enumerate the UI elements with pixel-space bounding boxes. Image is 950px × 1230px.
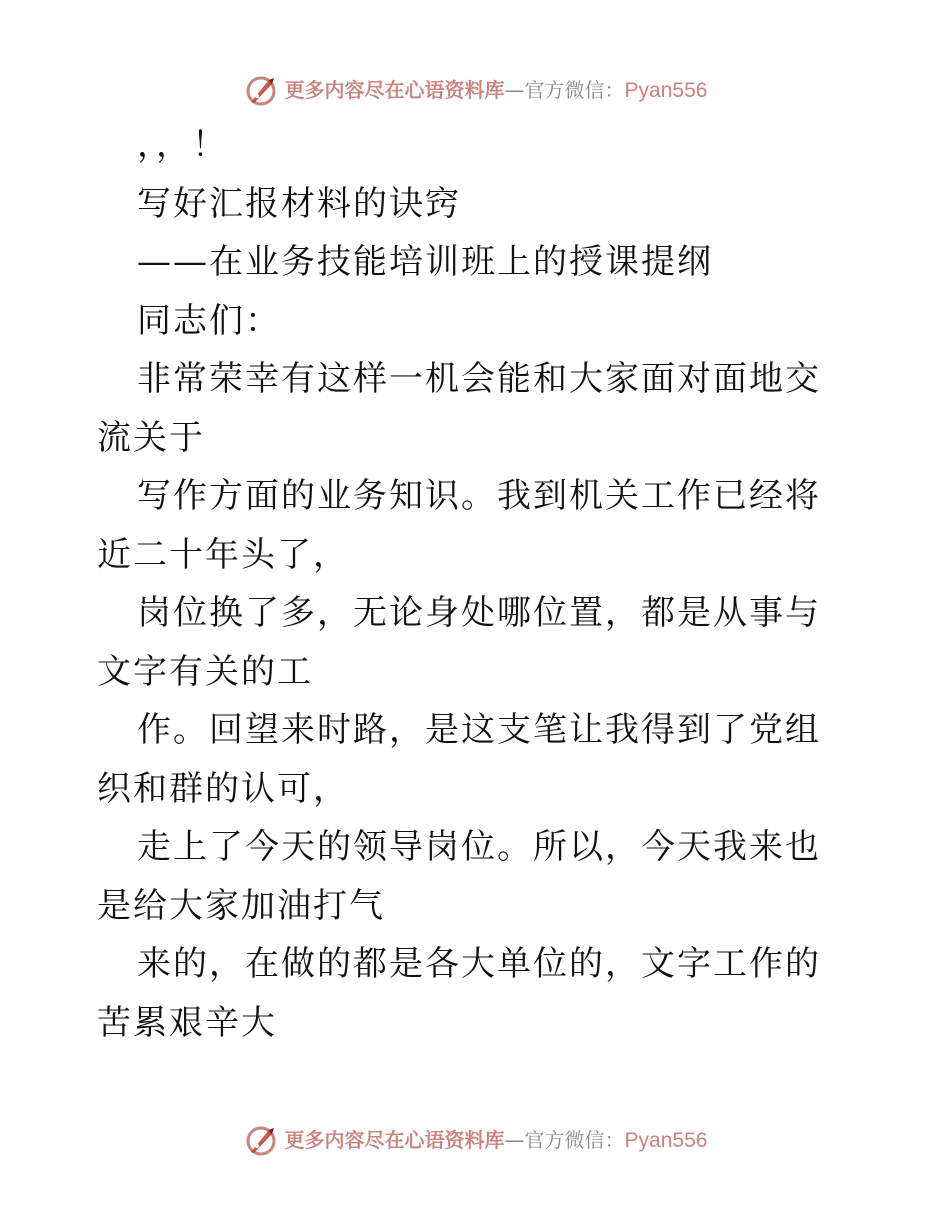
- quill-pen-logo-icon: [243, 72, 279, 108]
- body-paragraph: 岗位换了多，无论身处哪位置，都是从事与文字有关的工: [97, 593, 821, 692]
- document-subtitle: ——在业务技能培训班上的授课提纲: [137, 242, 713, 282]
- watermark-site: 更多内容尽在心语资料库: [284, 78, 505, 102]
- watermark-separator: —: [504, 78, 525, 102]
- document-title: 写好汇报材料的诀窍: [137, 183, 461, 224]
- watermark-text: [285, 1130, 708, 1151]
- body-paragraph: 写作方面的业务知识。我到机关工作已经将近二十年头了，: [97, 476, 821, 575]
- watermark-text: [285, 80, 708, 101]
- document-body: [97, 116, 853, 1052]
- quill-pen-logo-icon: [243, 1122, 279, 1158]
- opening-punctuation: ，，！: [137, 125, 228, 165]
- watermark-separator: —: [504, 1128, 525, 1152]
- watermark-wechat-id: Pyan556: [624, 78, 708, 102]
- watermark-wechat-label: 官方微信：: [524, 1128, 625, 1152]
- salutation: 同志们：: [137, 300, 281, 341]
- body-paragraph: 非常荣幸有这样一机会能和大家面对面地交流关于: [97, 359, 821, 458]
- body-paragraph: 来的，在做的都是各大单位的，文字工作的苦累艰辛大: [97, 944, 821, 1043]
- body-paragraph: 走上了今天的领导岗位。所以，今天我来也是给大家加油打气: [97, 827, 821, 926]
- body-paragraph: 作。回望来时路，是这支笔让我得到了党组织和群的认可，: [97, 710, 821, 809]
- footer-watermark: [0, 1120, 950, 1160]
- watermark-wechat-id: Pyan556: [624, 1128, 708, 1152]
- watermark-site: 更多内容尽在心语资料库: [284, 1128, 505, 1152]
- header-watermark: [0, 70, 950, 110]
- watermark-wechat-label: 官方微信：: [524, 78, 625, 102]
